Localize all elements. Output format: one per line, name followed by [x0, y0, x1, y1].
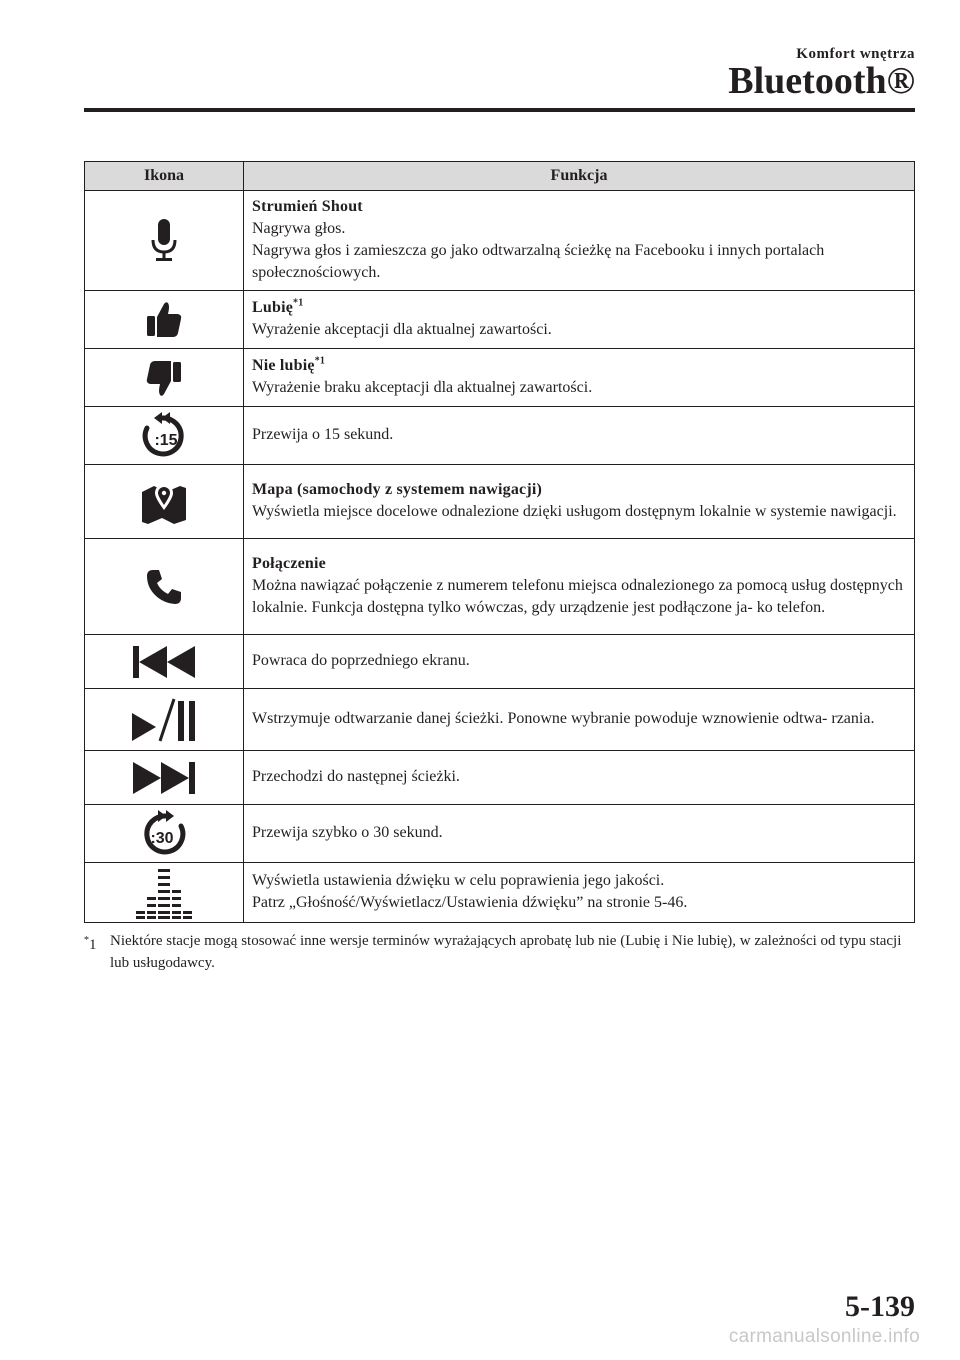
icon-cell	[85, 805, 244, 863]
icon-cell	[85, 349, 244, 407]
icon-function-table	[84, 161, 915, 923]
icon-cell	[85, 191, 244, 291]
table-row	[85, 805, 915, 863]
function-cell	[244, 407, 915, 465]
function-description: Wyświetla miejsce docelowe odnalezione dzięki usługom dostępnym lokalnie w systemie nawigacji.	[252, 503, 897, 520]
header-rule	[84, 108, 915, 112]
icon-cell	[85, 407, 244, 465]
function-cell	[244, 349, 915, 407]
forward-30-label: :30	[150, 829, 174, 847]
column-header-icon: Ikona	[85, 162, 244, 191]
icon-cell	[85, 635, 244, 689]
table-row	[85, 863, 915, 923]
function-description: Wyrażenie akceptacji dla aktualnej zawartości.	[252, 321, 552, 338]
function-description: Przechodzi do następnej ścieżki.	[252, 768, 460, 785]
function-cell	[244, 805, 915, 863]
footnote-number: 1	[89, 937, 97, 953]
function-title: Lubię	[252, 299, 294, 316]
watermark: carmanualsonline.info	[728, 1326, 920, 1347]
function-title: Strumień Shout	[252, 198, 363, 215]
function-description: Wyrażenie braku akceptacji dla aktualnej zawartości.	[252, 379, 593, 396]
table-row	[85, 635, 915, 689]
column-header-function: Funkcja	[244, 162, 915, 191]
table-row	[85, 539, 915, 635]
function-description: Wstrzymuje odtwarzanie danej ścieżki. Ponowne wybranie powoduje wznowienie odtwa- rzania.	[252, 710, 875, 727]
function-cell	[244, 191, 915, 291]
map-pin-icon	[140, 480, 188, 524]
function-description: Powraca do poprzedniego ekranu.	[252, 652, 470, 669]
microphone-icon	[151, 218, 177, 264]
function-cell	[244, 291, 915, 349]
function-description: Można nawiązać połączenie z numerem telefonu miejsca odnalezionego za pomocą usług dostępnych lokalnie. Funkcja dostępna tylko wówczas, gdy urządzenie jest podłączone ja- ko telefon.	[252, 577, 903, 616]
footnote-reference: *1	[314, 355, 326, 367]
function-cell	[244, 689, 915, 751]
function-cell	[244, 539, 915, 635]
rewind-15-icon	[140, 412, 188, 460]
icon-cell	[85, 751, 244, 805]
table-row	[85, 349, 915, 407]
function-description: Nagrywa głos.	[252, 220, 346, 237]
thumbs-down-icon	[144, 358, 184, 398]
rewind-15-label: :15	[154, 431, 178, 449]
table-header-row	[85, 162, 915, 191]
footnote-text: Niektóre stacje mogą stosować inne wersje terminów wyrażających aprobatę lub nie (Lubię i Nie lubię), w zależności od typu stacji lub usługodawcy.	[110, 933, 902, 971]
footnote	[84, 930, 915, 974]
previous-track-icon	[131, 644, 197, 680]
footnote-reference: *1	[293, 297, 304, 309]
function-cell	[244, 465, 915, 539]
table-row	[85, 191, 915, 291]
page-title: Bluetooth®	[728, 60, 915, 102]
icon-cell	[85, 291, 244, 349]
equalizer-icon	[136, 867, 192, 919]
footnote-asterisk: *	[84, 935, 89, 946]
function-description: Przewija o 15 sekund.	[252, 426, 394, 443]
function-description: Nagrywa głos i zamieszcza go jako odtwarzalną ścieżkę na Facebooku i innych portalach społecznościowych.	[252, 242, 825, 281]
thumbs-up-icon	[144, 300, 184, 340]
icon-cell	[85, 689, 244, 751]
function-description: Przewija szybko o 30 sekund.	[252, 824, 443, 841]
section-heading: Komfort wnętrza	[796, 46, 915, 62]
function-title: Nie lubię	[252, 357, 315, 374]
function-title: Mapa (samochody z systemem nawigacji)	[252, 481, 543, 498]
table-row	[85, 689, 915, 751]
function-cell	[244, 635, 915, 689]
next-track-icon	[131, 760, 197, 796]
table-row	[85, 291, 915, 349]
icon-cell	[85, 863, 244, 923]
table-row	[85, 751, 915, 805]
function-cell	[244, 863, 915, 923]
function-description: Wyświetla ustawienia dźwięku w celu poprawienia jego jakości.	[252, 872, 665, 889]
function-title: Połączenie	[252, 555, 326, 572]
function-description: Patrz „Głośność/Wyświetlacz/Ustawienia dźwięku” na stronie 5-46.	[252, 894, 688, 911]
table-row	[85, 407, 915, 465]
phone-icon	[145, 568, 183, 606]
forward-30-icon	[140, 810, 188, 858]
function-cell	[244, 751, 915, 805]
icon-cell	[85, 465, 244, 539]
page-number: 5-139	[845, 1290, 915, 1323]
play-pause-icon	[130, 697, 198, 743]
table-row	[85, 465, 915, 539]
icon-cell	[85, 539, 244, 635]
